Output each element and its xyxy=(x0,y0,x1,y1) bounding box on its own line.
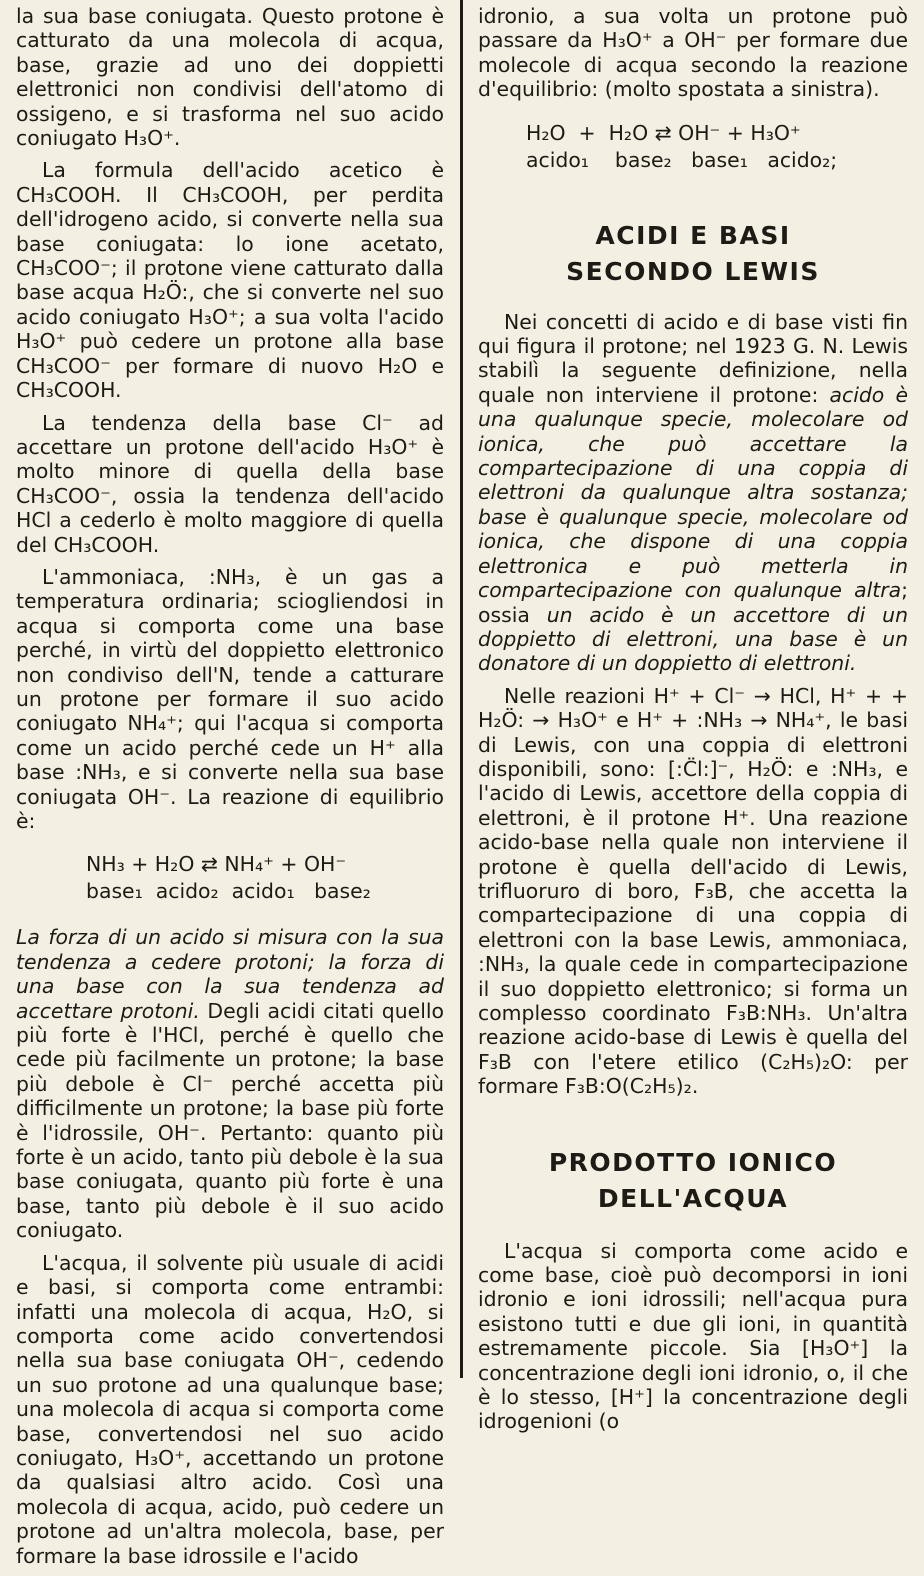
paragraph-text: Nei concetti di acido e di base visti fin qui figura il protone; nel 1923 G. N. Lewis stabilì la seguente definizione, nella quale non interviene il protone: xyxy=(478,309,908,407)
section-heading-ionic-product xyxy=(478,1145,908,1217)
ammonia-equilibrium-equation xyxy=(16,851,444,905)
column-divider xyxy=(460,0,463,1378)
heading-line: ACIDI E BASI xyxy=(595,220,791,250)
paragraph: La formula dell'acido acetico è CH₃COOH. Il CH₃COOH, per perdita dell'idrogeno acido, si converte nella sua base coniugata: lo ione acetato, CH₃COO⁻; il protone viene catturato dalla base acqua H₂Ö:, che si converte nel suo acido coniugato H₃O⁺; a sua volta l'acido H₃O⁺ può cedere un protone alla base CH₃COO⁻ per formare di nuovo H₂O e CH₃COOH. xyxy=(16,158,444,403)
paragraph: L'acqua, il solvente più usuale di acidi e basi, si comporta come entrambi: infatti una molecola di acqua, H₂O, si comporta come acido convertendosi nella sua base coniugata OH⁻, cedendo un suo protone ad una qualunque base; una molecola di acqua si comporta come base, convertendosi nel suo acido coniugato, H₃O⁺, accettando un protone da qualsiasi altro acido. Così una molecola di acqua, acido, può cedere un protone ad un'altra molecola, base, per formare la base idrossile e l'acido xyxy=(16,1250,444,1568)
right-column xyxy=(478,4,908,1442)
heading-line: DELL'ACQUA xyxy=(597,1183,789,1213)
paragraph: la sua base coniugata. Questo protone è catturato da una molecola di acqua, base, grazie ad uno dei doppietti elettronici non condivisi dell'atomo di ossigeno, e si trasforma nel suo acido coniugato H₃O⁺. xyxy=(16,4,444,151)
equation-formula: NH₃ + H₂O ⇄ NH₄⁺ + OH⁻ xyxy=(86,852,347,877)
heading-line: PRODOTTO IONICO xyxy=(548,1147,838,1177)
section-heading-lewis xyxy=(478,218,908,290)
paragraph: L'ammoniaca, :NH₃, è un gas a temperatura ordinaria; sciogliendosi in acqua si comporta come una base perché, in virtù del doppietto elettronico non condiviso dell'N, tende a catturare un protone per formare il suo acido coniugato NH₄⁺; qui l'acqua si comporta come un acido perché cede un H⁺ alla base :NH₃, e si converte nella sua base coniugata OH⁻. La reazione di equilibrio è: xyxy=(16,564,444,833)
italic-definition: La forza di un acido si misura con la sua tendenza a cedere protoni; la forza di una base con la sua tendenza ad accettare protoni. xyxy=(16,925,444,1023)
left-column xyxy=(16,4,444,1576)
heading-line: SECONDO LEWIS xyxy=(566,256,820,286)
italic-definition: un acido è un accettore di un doppietto di elettroni, una base è un donatore di un doppietto di elettroni. xyxy=(478,602,908,676)
paragraph xyxy=(478,310,908,676)
water-autoionization-equation xyxy=(478,120,908,174)
paragraph: L'acqua si comporta come acido e come base, cioè può decomporsi in ioni idronio e ioni idrossili; nell'acqua pura esistono tutti e due gli ioni, in quantità estremamente piccole. Sia [H₃O⁺] la concentrazione degli ioni idronio, o, il che è lo stesso, [H⁺] la concentrazione degli idrogenioni (o xyxy=(478,1238,908,1434)
paragraph: idronio, a sua volta un protone può passare da H₃O⁺ a OH⁻ per formare due molecole di acqua secondo la reazione d'equilibrio: (molto spostata a sinistra). xyxy=(478,4,908,102)
paragraph-text: Degli acidi citati quello più forte è l'HCl, perché è quello che cede più facilmente un protone; la base più debole è Cl⁻ perché accetta più difficilmente un protone; la base più forte è l'idrossile, OH⁻. Pertanto: quanto più forte è un acido, tanto più debole è la sua base coniugata, quanto più forte è una base, tanto più debole è il suo acido coniugato. xyxy=(16,998,444,1243)
equation-labels: base₁ acido₂ acido₁ base₂ xyxy=(86,879,371,904)
paragraph-text: ; ossia xyxy=(478,578,908,627)
equation-labels: acido₁ base₂ base₁ acido₂; xyxy=(526,147,838,172)
paragraph: Nelle reazioni H⁺ + Cl⁻ → HCl, H⁺ + + H₂Ö: → H₃O⁺ e H⁺ + :NH₃ → NH₄⁺, le basi di Lewis, con una coppia di elettroni disponibili, sono: [:C̈l:]⁻, H₂Ö: e :NH₃, e l'acido di Lewis, accettore della coppia di elettroni, è il protone H⁺. Una reazione acido-base nella quale non interviene il protone è quella dell'acido di Lewis, trifluoruro di boro, F₃B, che accetta la compartecipazione di una coppia di elettroni con la base Lewis, ammoniaca, :NH₃, la quale cede in compartecipazione il suo doppietto elettronico; si forma un complesso coordinato F₃B:NH₃. Un'altra reazione acido-base di Lewis è quella del F₃B con l'etere etilico (C₂H₅)₂O: per formare F₃B:O(C₂H₅)₂. xyxy=(478,683,908,1099)
italic-definition: acido è una qualunque specie, molecolare od ionica, che può accettare la compartecipazione di una coppia di elettroni da qualunque altra sostanza; base è qualunque specie, molecolare od ionica, che dispone di una coppia elettronica e può metterla in compartecipazione con qualunque altra xyxy=(478,382,908,603)
paragraph: La tendenza della base Cl⁻ ad accettare un protone dell'acido H₃O⁺ è molto minore di quella della base CH₃COO⁻, ossia la tendenza dell'acido HCl a cederlo è molto maggiore di quella del CH₃COOH. xyxy=(16,410,444,557)
paragraph xyxy=(16,925,444,1242)
equation-formula: H₂O + H₂O ⇄ OH⁻ + H₃O⁺ xyxy=(526,120,801,145)
